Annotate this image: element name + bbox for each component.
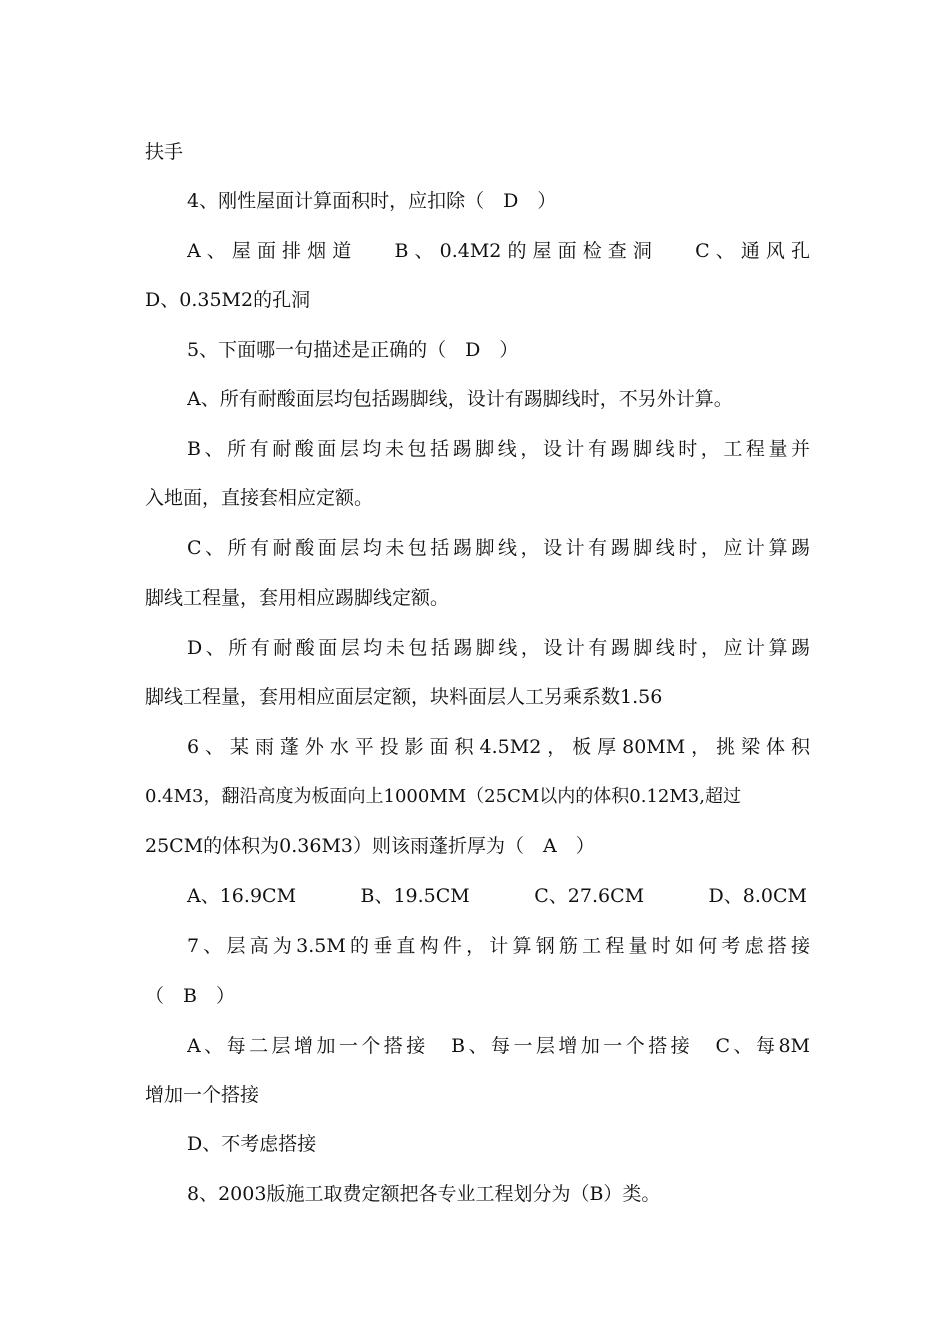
text-line: 扶手: [145, 141, 184, 163]
question-4: 4、刚性屋面计算面积时，应扣除（ D ）: [187, 190, 557, 212]
question-6-options: [187, 880, 807, 912]
question-5-option-a: A、所有耐酸面层均包括踢脚线，设计有踢脚线时，不另外计算。: [187, 388, 733, 410]
question-4-option-d: D、0.35M2的孔洞: [145, 289, 311, 311]
question-5: 5、下面哪一句描述是正确的（ D ）: [187, 339, 519, 361]
question-6-option-d: D、8.0CM: [708, 885, 807, 907]
question-5-option-b: B、所有耐酸面层均未包括踢脚线，设计有踢脚线时，工程量并: [187, 438, 810, 460]
question-6-option-c: C、27.6CM: [534, 885, 645, 907]
question-7-options: A、每二层增加一个搭接 B、每一层增加一个搭接 C、每8M: [187, 1035, 810, 1057]
question-4-options: A、屋面排烟道 B、0.4M2的屋面检查洞 C、通风孔: [187, 240, 810, 262]
question-5-option-d: D、所有耐酸面层均未包括踢脚线，设计有踢脚线时，应计算踢: [187, 637, 810, 659]
question-6-option-b: B、19.5CM: [360, 885, 470, 907]
question-6-option-a: A、16.9CM: [187, 885, 297, 907]
question-5-option-c: C、所有耐酸面层均未包括踢脚线，设计有踢脚线时，应计算踢: [187, 537, 810, 559]
question-7-option-d: D、不考虑搭接: [187, 1133, 317, 1155]
question-7-options-cont: 增加一个搭接: [145, 1084, 260, 1106]
question-7-answer: （ B ）: [145, 985, 235, 1007]
question-8: 8、2003版施工取费定额把各专业工程划分为（B）类。: [187, 1183, 661, 1205]
question-6-cont: 0.4M3，翻沿高度为板面向上1000MM（25CM以内的体积0.12M3,超过: [145, 786, 741, 807]
question-6-cont-2: 25CM的体积为0.36M3）则该雨蓬折厚为（ A ）: [145, 835, 595, 857]
question-5-option-d-cont: 脚线工程量，套用相应面层定额，块料面层人工另乘系数1.56: [145, 686, 663, 708]
question-5-option-c-cont: 脚线工程量，套用相应踢脚线定额。: [145, 587, 450, 609]
question-6: 6、某雨蓬外水平投影面积4.5M2，板厚80MM，挑梁体积: [187, 736, 810, 758]
question-5-option-b-cont: 入地面，直接套相应定额。: [145, 487, 374, 509]
question-7: 7、层高为3.5M的垂直构件，计算钢筋工程量时如何考虑搭接: [187, 935, 810, 957]
